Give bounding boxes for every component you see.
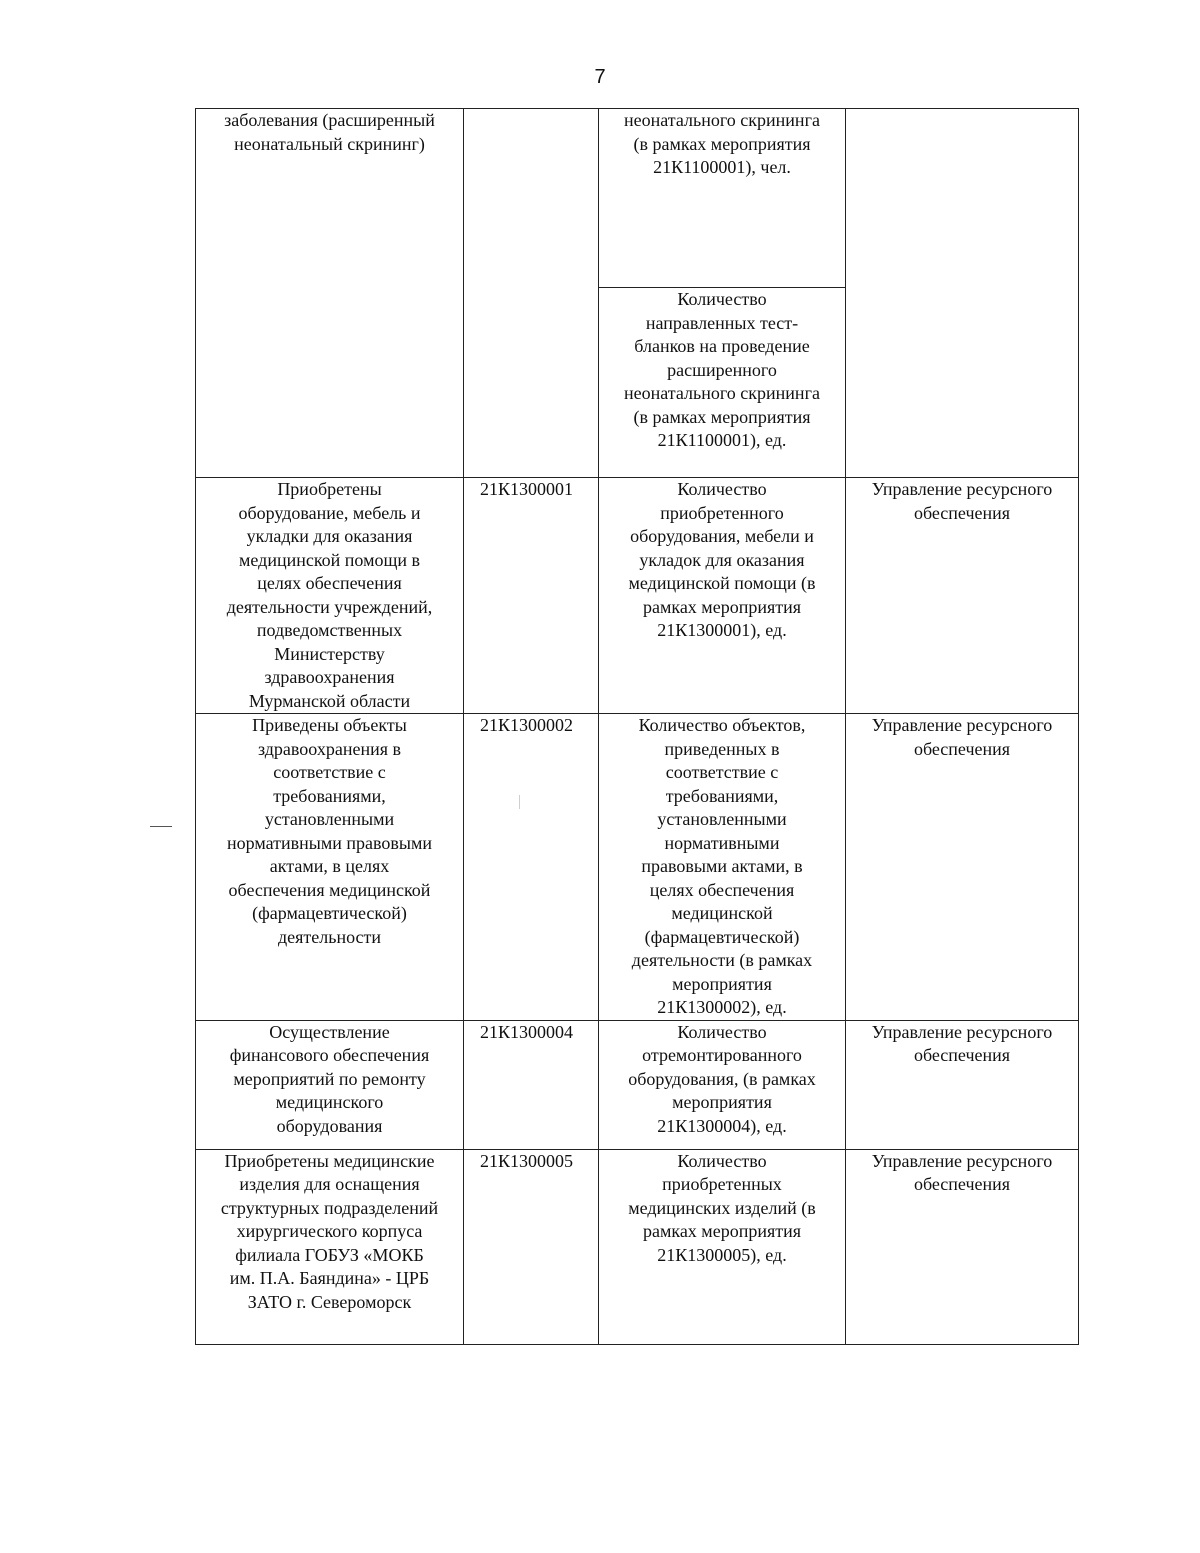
measure-code-cell [464,714,599,1021]
responsible-text: Управление ресурсного обеспечения [871,1021,1053,1065]
indicator-cell [599,1020,846,1149]
measure-code-text: 21К1300004 [480,1021,574,1042]
measure-code-text: 21К1300002 [480,715,574,735]
measure-name-text: Приобретены оборудование, мебель и укладки для оказания медицинской помощи в целях обеспечения деятельности учреждений, подведомственных Министерству здравоохранения Мурманской области [226,479,433,711]
measure-code-text: 21К1300005 [480,1150,574,1171]
indicator-text: Количество отремонтированного оборудования, (в рамках мероприятия 21К1300004), ед. [628,1021,816,1136]
indicator-text: Количество направленных тест- бланков на проведение расширенного неонатального скрининга (в рамках мероприятия 21К1100001), ед. [624,289,820,450]
measure-name-cell [196,109,464,478]
measure-code-text: 21К1300001 [480,479,574,499]
responsible-text: Управление ресурсного обеспечения [871,1150,1053,1194]
measure-code-cell [464,478,599,714]
measure-code-cell [464,1020,599,1149]
measure-name-cell [196,1020,464,1149]
table-row [196,1020,1079,1149]
measures-table [195,108,1079,1345]
table-row [196,1149,1079,1344]
measure-name-text: Приобретены медицинские изделия для оснащения структурных подразделений хирургического корпуса филиала ГОБУЗ «МОКБ им. П.А. Баяндина» - ЦРБ ЗАТО г. Североморск [220,1150,439,1312]
responsible-cell [846,1149,1079,1344]
responsible-cell [846,109,1079,478]
measure-name-cell [196,478,464,714]
responsible-text: Управление ресурсного обеспечения [871,479,1053,523]
indicator-text: Количество приобретенного оборудования, мебели и укладок для оказания медицинской помощи (в рамках мероприятия 21К1300001), ед. [628,479,816,640]
measure-name-cell [196,1149,464,1344]
table-row [196,478,1079,714]
indicator-cell [599,1149,846,1344]
measure-code-cell [464,1149,599,1344]
indicator-text: Количество приобретенных медицинских изделий (в рамках мероприятия 21К1300005), ед. [628,1150,816,1265]
indicator-cell [599,288,846,478]
measure-name-text: Приведены объекты здравоохранения в соответствие с требованиями, установленными нормативными правовыми актами, в целях обеспечения медицинской (фармацевтической) деятельности [226,715,432,947]
indicator-cell [599,714,846,1021]
page-number: 7 [594,66,606,88]
indicator-text: Количество объектов, приведенных в соответствие с требованиями, установленными нормативными правовыми актами, в целях обеспечения медицинской (фармацевтической) деятельности (в рамках мероприятия 21К1300002), ед. [631,715,813,1017]
responsible-cell [846,1020,1079,1149]
table-row-continuation [196,109,1079,288]
indicator-text: неонатального скрининга (в рамках мероприятия 21К1100001), чел. [624,110,820,177]
measure-name-text: Осуществление финансового обеспечения мероприятий по ремонту медицинского оборудования [229,1021,430,1136]
indicator-cell [599,478,846,714]
indicator-cell [599,109,846,288]
measure-code-cell [464,109,599,478]
responsible-cell [846,478,1079,714]
responsible-text: Управление ресурсного обеспечения [871,715,1053,759]
measure-name-cell [196,714,464,1021]
table-row [196,714,1079,1021]
margin-mark [150,826,172,827]
measure-name-text: заболевания (расширенный неонатальный скрининг) [224,110,435,154]
responsible-cell [846,714,1079,1021]
